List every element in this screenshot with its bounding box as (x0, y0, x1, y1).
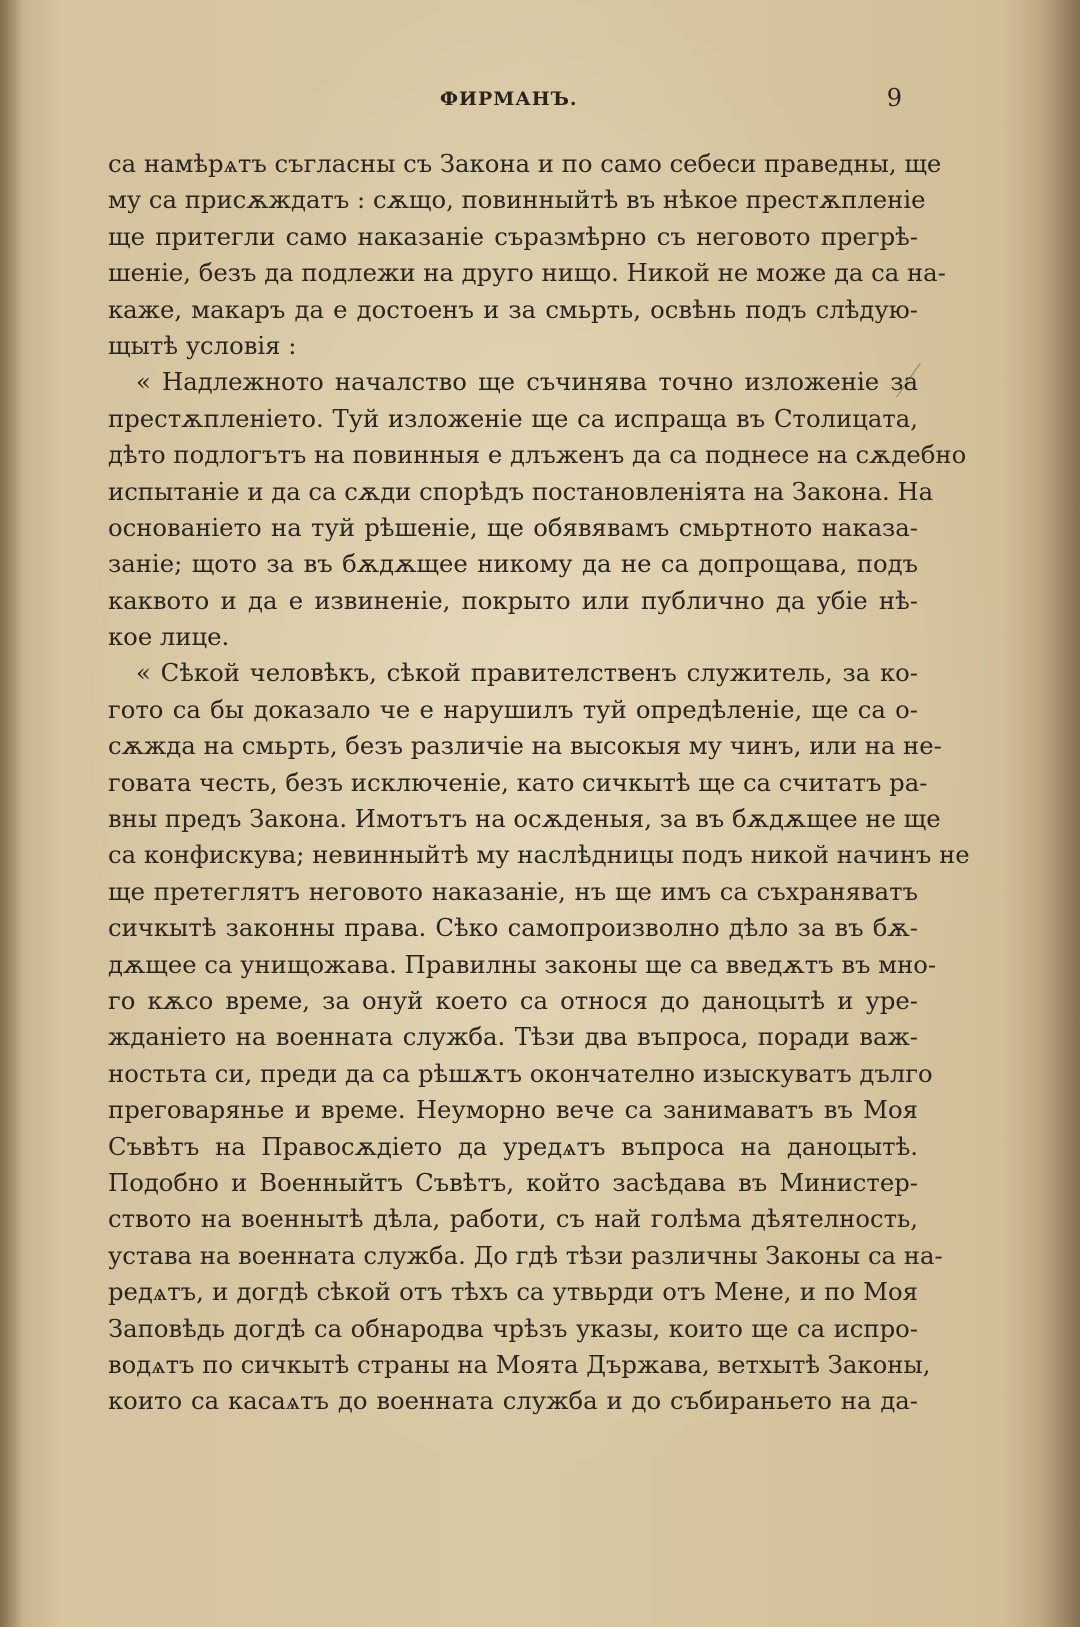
spine-shadow (0, 0, 24, 1627)
page-header (110, 84, 910, 118)
running-head: ФИРМАНЪ. (440, 88, 578, 110)
text-line: вны предъ Закона. Имотътъ на осѫденыя, за въ бѫдѫщее не ще (108, 804, 941, 834)
text-line: основаніето на туй рѣшеніе, ще обявявамъ смьртното наказа- (108, 512, 918, 542)
text-line: редѧтъ, и догдѣ сѣкой отъ тѣхъ са утвьрди отъ Мене, и по Моя (108, 1277, 918, 1307)
text-line: ностьта си, преди да са рѣшѫтъ окончателно изыскуватъ дълго (108, 1058, 933, 1088)
text-line: ще претеглятъ неговото наказаніе, нъ ще имъ са съхраняватъ (108, 876, 918, 906)
text-line: водѧтъ по сичкытѣ страны на Моята Държава, ветхытѣ Законы, (108, 1349, 931, 1379)
text-line: ще притегли само наказаніе съразмѣрно съ неговото прегрѣ- (108, 221, 918, 251)
text-line: престѫпленіето. Туй изложеніе ще са испраща въ Столицата, (108, 403, 918, 433)
text-line: сѫжда на смьрть, безъ различіе на высокыя му чинъ, или на не- (108, 731, 942, 761)
text-line: Заповѣдь догдѣ са обнародва чрѣзъ указы, които ще са испро- (108, 1313, 918, 1343)
text-line: го кѫсо време, за онуй което са относя до даноцытѣ и уре- (108, 985, 918, 1015)
page-edge-shadow (1040, 0, 1080, 1627)
text-line: са конфискува; невинныйтѣ му наслѣдницы подъ никой начинъ не (108, 840, 970, 870)
paragraph-start: « Надлежното началство ще съчинява точно изложеніе за (136, 367, 918, 397)
text-line: говата честь, безъ исключеніе, като сичкытѣ ще са считатъ ра- (108, 767, 928, 797)
text-line: каже, макаръ да е достоенъ и за смьрть, освѣнь подъ слѣдую- (108, 294, 918, 324)
text-line: заніе; щото за въ бѫдѫщее никому да не са допрощава, подъ (108, 549, 918, 579)
text-line: устава на военната служба. До гдѣ тѣзи различны Законы са на- (108, 1240, 943, 1270)
paragraph-start: « Сѣкой человѣкъ, сѣкой правителственъ служитель, за ко- (136, 658, 918, 688)
text-line: дѫщее са унищожава. Правилны законы ще са введѫтъ въ мно- (108, 949, 937, 979)
text-line: испытаніе и да са сѫди спорѣдъ постановленіята на Закона. На (108, 476, 934, 506)
text-line: дѣто подлогътъ на повинныя е длъженъ да са поднесе на сѫдебно (108, 440, 967, 470)
text-line: каквото и да е извиненіе, покрыто или публично да убіе нѣ- (108, 585, 918, 615)
text-line: са намѣрѧтъ съгласны съ Закона и по само себеси праведны, ще (108, 149, 942, 178)
text-line: жданіето на военната служба. Тѣзи два въпроса, поради важ- (108, 1022, 918, 1052)
text-line: кое лице. (108, 622, 230, 652)
page-number: 9 (886, 84, 902, 112)
text-line: му са присѫждатъ : сѫщо, повинныйтѣ въ нѣкое престѫпленіе (108, 185, 926, 215)
text-line: сичкытѣ законны права. Сѣко самопроизволно дѣло за въ бѫ- (108, 913, 918, 943)
text-line: шеніе, безъ да подлежи на друго нищо. Никой не може да са на- (108, 258, 946, 288)
body-text (108, 146, 970, 1420)
text-line: които са касаѧтъ до военната служба и до събираньето на да- (108, 1386, 918, 1416)
text-line: Подобно и Военныйтъ Съвѣтъ, който засѣдава въ Министер- (108, 1167, 918, 1197)
text-line: гото са бы доказало че е нарушилъ туй опредѣленіе, ще са о- (108, 694, 918, 724)
text-line: ството на военнытѣ дѣла, работи, съ най голѣма дѣятелность, (108, 1204, 918, 1234)
text-line: Съвѣтъ на Правосѫдіето да уредѧтъ въпроса на даноцытѣ. (108, 1131, 918, 1161)
text-line: преговаряньe и време. Неуморно вече са занимаватъ въ Моя (108, 1095, 918, 1125)
text-line: щытѣ условія : (108, 330, 297, 360)
